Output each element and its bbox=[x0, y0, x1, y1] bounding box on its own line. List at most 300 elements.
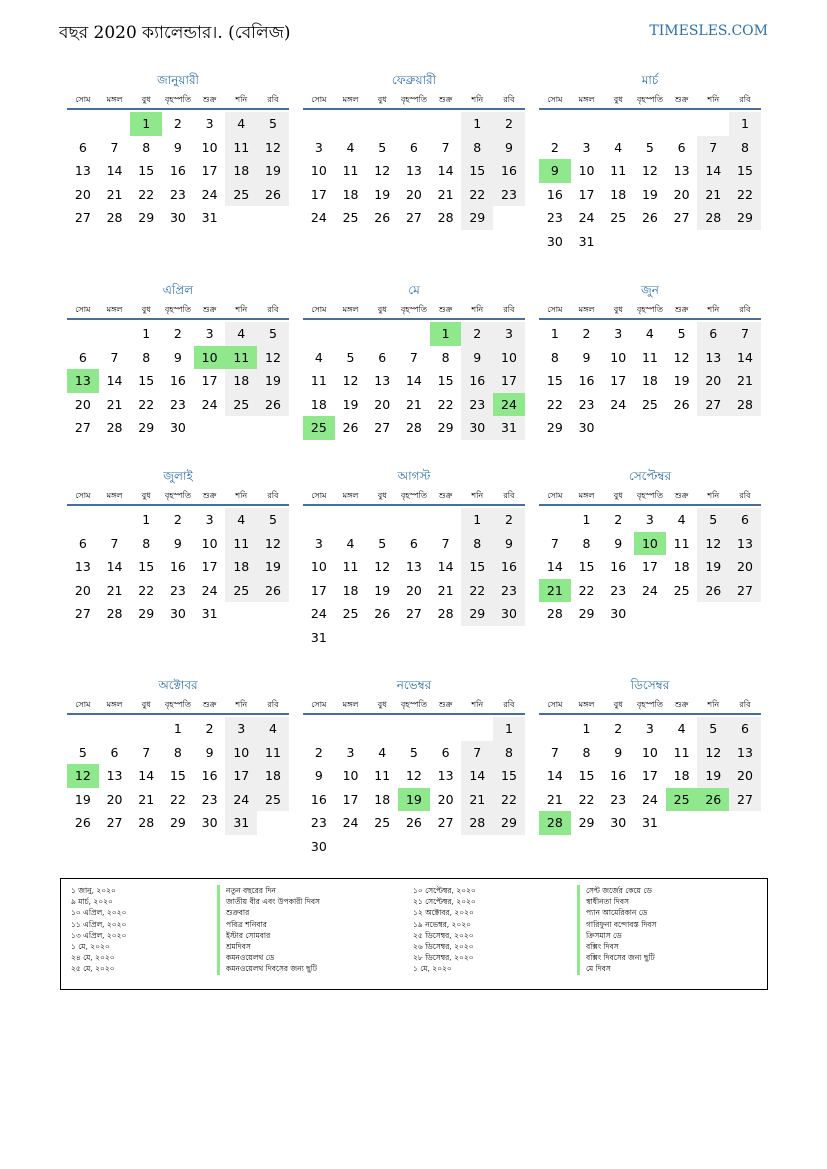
day-cell[interactable]: 12 bbox=[697, 741, 729, 765]
day-cell[interactable]: 24 bbox=[225, 788, 257, 812]
day-cell[interactable]: 19 bbox=[257, 555, 289, 579]
day-cell[interactable]: 19 bbox=[641, 186, 658, 202]
day-cell[interactable]: 15 bbox=[138, 559, 155, 574]
day-cell[interactable]: 29 bbox=[546, 420, 563, 435]
day-cell[interactable]: 24 bbox=[201, 396, 218, 412]
day-cell[interactable]: 28 bbox=[106, 210, 123, 225]
day-cell[interactable]: 27 bbox=[729, 788, 761, 812]
day-cell[interactable]: 23 bbox=[610, 582, 627, 598]
day-cell[interactable]: 6 bbox=[78, 535, 87, 551]
day-cell[interactable]: 6 bbox=[110, 744, 119, 760]
day-cell[interactable]: 4 bbox=[346, 535, 355, 551]
day-cell[interactable]: 16 bbox=[169, 163, 186, 178]
day-cell[interactable]: 4 bbox=[677, 512, 686, 527]
day-cell[interactable]: 8 bbox=[493, 741, 525, 765]
holiday-day-cell[interactable]: 12 bbox=[67, 764, 99, 788]
day-cell[interactable]: 7 bbox=[550, 535, 559, 551]
day-cell[interactable]: 6 bbox=[729, 508, 761, 532]
day-cell[interactable]: 24 bbox=[610, 396, 627, 412]
day-cell[interactable]: 21 bbox=[405, 396, 422, 412]
day-cell[interactable]: 31 bbox=[201, 210, 218, 225]
day-cell[interactable]: 17 bbox=[578, 186, 595, 202]
holiday-day-cell[interactable]: 9 bbox=[539, 159, 571, 183]
day-cell[interactable]: 24 bbox=[310, 210, 327, 225]
day-cell[interactable]: 22 bbox=[729, 183, 761, 207]
day-cell[interactable]: 26 bbox=[641, 210, 658, 225]
day-cell[interactable]: 29 bbox=[461, 206, 493, 230]
day-cell[interactable]: 6 bbox=[677, 139, 686, 155]
day-cell[interactable]: 6 bbox=[409, 535, 418, 551]
day-cell[interactable]: 11 bbox=[310, 373, 327, 388]
day-cell[interactable]: 9 bbox=[314, 768, 323, 783]
day-cell[interactable]: 24 bbox=[201, 582, 218, 598]
day-cell[interactable]: 20 bbox=[437, 791, 454, 807]
day-cell[interactable]: 12 bbox=[641, 163, 658, 178]
day-cell[interactable]: 15 bbox=[729, 159, 761, 183]
brand-link[interactable]: TIMESLES.COM bbox=[649, 23, 768, 39]
day-cell[interactable]: 24 bbox=[578, 210, 595, 225]
day-cell[interactable]: 2 bbox=[173, 512, 182, 527]
day-cell[interactable]: 2 bbox=[614, 721, 623, 736]
day-cell[interactable]: 30 bbox=[169, 606, 186, 621]
day-cell[interactable]: 6 bbox=[78, 349, 87, 365]
day-cell[interactable]: 9 bbox=[173, 139, 182, 155]
day-cell[interactable]: 31 bbox=[578, 233, 595, 249]
holiday-day-cell[interactable]: 1 bbox=[430, 322, 462, 346]
day-cell[interactable]: 4 bbox=[225, 322, 257, 346]
day-cell[interactable]: 3 bbox=[645, 721, 654, 736]
day-cell[interactable]: 29 bbox=[437, 420, 454, 435]
day-cell[interactable]: 29 bbox=[578, 606, 595, 621]
day-cell[interactable]: 9 bbox=[493, 136, 525, 160]
day-cell[interactable]: 3 bbox=[205, 326, 214, 341]
day-cell[interactable]: 24 bbox=[310, 606, 327, 621]
day-cell[interactable]: 13 bbox=[697, 346, 729, 370]
day-cell[interactable]: 17 bbox=[201, 373, 218, 388]
day-cell[interactable]: 22 bbox=[461, 579, 493, 603]
day-cell[interactable]: 1 bbox=[493, 717, 525, 741]
day-cell[interactable]: 2 bbox=[493, 112, 525, 136]
day-cell[interactable]: 8 bbox=[729, 136, 761, 160]
day-cell[interactable]: 31 bbox=[493, 416, 525, 440]
day-cell[interactable]: 22 bbox=[578, 791, 595, 807]
day-cell[interactable]: 26 bbox=[374, 210, 391, 225]
day-cell[interactable]: 25 bbox=[225, 579, 257, 603]
day-cell[interactable]: 13 bbox=[106, 768, 123, 783]
day-cell[interactable]: 30 bbox=[610, 815, 627, 830]
day-cell[interactable]: 28 bbox=[697, 206, 729, 230]
day-cell[interactable]: 2 bbox=[461, 322, 493, 346]
day-cell[interactable]: 20 bbox=[673, 186, 690, 202]
day-cell[interactable]: 14 bbox=[546, 559, 563, 574]
day-cell[interactable]: 20 bbox=[729, 764, 761, 788]
day-cell[interactable]: 4 bbox=[378, 744, 387, 760]
day-cell[interactable]: 8 bbox=[582, 535, 591, 551]
day-cell[interactable]: 2 bbox=[173, 326, 182, 341]
day-cell[interactable]: 6 bbox=[78, 139, 87, 155]
day-cell[interactable]: 17 bbox=[201, 163, 218, 178]
day-cell[interactable]: 17 bbox=[310, 582, 327, 598]
day-cell[interactable]: 18 bbox=[342, 582, 359, 598]
day-cell[interactable]: 15 bbox=[493, 764, 525, 788]
day-cell[interactable]: 12 bbox=[257, 532, 289, 556]
day-cell[interactable]: 13 bbox=[729, 741, 761, 765]
day-cell[interactable]: 16 bbox=[169, 559, 186, 574]
day-cell[interactable]: 30 bbox=[546, 233, 563, 249]
day-cell[interactable]: 27 bbox=[74, 420, 91, 435]
day-cell[interactable]: 8 bbox=[582, 744, 591, 760]
day-cell[interactable]: 13 bbox=[74, 163, 91, 178]
day-cell[interactable]: 23 bbox=[169, 582, 186, 598]
day-cell[interactable]: 1 bbox=[550, 326, 559, 341]
day-cell[interactable]: 27 bbox=[405, 210, 422, 225]
day-cell[interactable]: 10 bbox=[201, 139, 218, 155]
day-cell[interactable]: 2 bbox=[205, 721, 214, 736]
day-cell[interactable]: 28 bbox=[461, 811, 493, 835]
day-cell[interactable]: 4 bbox=[645, 326, 654, 341]
day-cell[interactable]: 28 bbox=[437, 210, 454, 225]
day-cell[interactable]: 3 bbox=[314, 535, 323, 551]
day-cell[interactable]: 20 bbox=[74, 186, 91, 202]
day-cell[interactable]: 23 bbox=[169, 396, 186, 412]
day-cell[interactable]: 23 bbox=[461, 393, 493, 417]
day-cell[interactable]: 21 bbox=[729, 369, 761, 393]
day-cell[interactable]: 7 bbox=[729, 322, 761, 346]
day-cell[interactable]: 12 bbox=[405, 768, 422, 783]
day-cell[interactable]: 31 bbox=[310, 629, 327, 645]
day-cell[interactable]: 24 bbox=[342, 815, 359, 830]
day-cell[interactable]: 4 bbox=[225, 508, 257, 532]
day-cell[interactable]: 20 bbox=[729, 555, 761, 579]
day-cell[interactable]: 5 bbox=[257, 322, 289, 346]
day-cell[interactable]: 25 bbox=[257, 788, 289, 812]
day-cell[interactable]: 18 bbox=[641, 373, 658, 388]
day-cell[interactable]: 5 bbox=[378, 535, 387, 551]
holiday-day-cell[interactable]: 11 bbox=[225, 346, 257, 370]
day-cell[interactable]: 19 bbox=[697, 764, 729, 788]
day-cell[interactable]: 10 bbox=[641, 744, 658, 760]
day-cell[interactable]: 20 bbox=[405, 186, 422, 202]
day-cell[interactable]: 30 bbox=[493, 602, 525, 626]
day-cell[interactable]: 19 bbox=[673, 373, 690, 388]
day-cell[interactable]: 30 bbox=[169, 210, 186, 225]
day-cell[interactable]: 14 bbox=[437, 163, 454, 178]
holiday-day-cell[interactable]: 21 bbox=[539, 579, 571, 603]
day-cell[interactable]: 16 bbox=[578, 373, 595, 388]
day-cell[interactable]: 29 bbox=[138, 210, 155, 225]
day-cell[interactable]: 21 bbox=[461, 788, 493, 812]
day-cell[interactable]: 9 bbox=[614, 744, 623, 760]
day-cell[interactable]: 1 bbox=[142, 326, 151, 341]
day-cell[interactable]: 8 bbox=[142, 535, 151, 551]
day-cell[interactable]: 15 bbox=[138, 373, 155, 388]
day-cell[interactable]: 17 bbox=[342, 791, 359, 807]
day-cell[interactable]: 16 bbox=[310, 791, 327, 807]
day-cell[interactable]: 8 bbox=[142, 349, 151, 365]
day-cell[interactable]: 25 bbox=[673, 582, 690, 598]
day-cell[interactable]: 7 bbox=[697, 136, 729, 160]
day-cell[interactable]: 6 bbox=[729, 717, 761, 741]
day-cell[interactable]: 4 bbox=[257, 717, 289, 741]
day-cell[interactable]: 15 bbox=[138, 163, 155, 178]
day-cell[interactable]: 5 bbox=[257, 508, 289, 532]
day-cell[interactable]: 29 bbox=[138, 606, 155, 621]
day-cell[interactable]: 30 bbox=[578, 420, 595, 435]
day-cell[interactable]: 16 bbox=[493, 159, 525, 183]
day-cell[interactable]: 22 bbox=[493, 788, 525, 812]
day-cell[interactable]: 18 bbox=[310, 396, 327, 412]
day-cell[interactable]: 7 bbox=[142, 744, 151, 760]
day-cell[interactable]: 11 bbox=[610, 163, 627, 178]
day-cell[interactable]: 18 bbox=[673, 768, 690, 783]
day-cell[interactable]: 24 bbox=[201, 186, 218, 202]
day-cell[interactable]: 3 bbox=[205, 116, 214, 131]
day-cell[interactable]: 6 bbox=[697, 322, 729, 346]
day-cell[interactable]: 11 bbox=[225, 532, 257, 556]
day-cell[interactable]: 11 bbox=[673, 744, 690, 760]
day-cell[interactable]: 7 bbox=[409, 349, 418, 365]
day-cell[interactable]: 14 bbox=[138, 768, 155, 783]
day-cell[interactable]: 1 bbox=[461, 112, 493, 136]
day-cell[interactable]: 10 bbox=[201, 535, 218, 551]
day-cell[interactable]: 14 bbox=[461, 764, 493, 788]
day-cell[interactable]: 27 bbox=[405, 606, 422, 621]
day-cell[interactable]: 12 bbox=[257, 136, 289, 160]
day-cell[interactable]: 23 bbox=[201, 791, 218, 807]
day-cell[interactable]: 17 bbox=[201, 559, 218, 574]
day-cell[interactable]: 30 bbox=[310, 838, 327, 854]
day-cell[interactable]: 16 bbox=[493, 555, 525, 579]
day-cell[interactable]: 20 bbox=[374, 396, 391, 412]
day-cell[interactable]: 11 bbox=[225, 136, 257, 160]
day-cell[interactable]: 27 bbox=[74, 606, 91, 621]
day-cell[interactable]: 6 bbox=[409, 139, 418, 155]
day-cell[interactable]: 9 bbox=[205, 744, 214, 760]
day-cell[interactable]: 5 bbox=[677, 326, 686, 341]
day-cell[interactable]: 2 bbox=[550, 139, 559, 155]
day-cell[interactable]: 8 bbox=[173, 744, 182, 760]
day-cell[interactable]: 18 bbox=[257, 764, 289, 788]
day-cell[interactable]: 3 bbox=[645, 512, 654, 527]
day-cell[interactable]: 21 bbox=[697, 183, 729, 207]
day-cell[interactable]: 26 bbox=[257, 393, 289, 417]
day-cell[interactable]: 22 bbox=[138, 186, 155, 202]
day-cell[interactable]: 6 bbox=[441, 744, 450, 760]
holiday-day-cell[interactable]: 26 bbox=[697, 788, 729, 812]
day-cell[interactable]: 15 bbox=[546, 373, 563, 388]
day-cell[interactable]: 11 bbox=[673, 535, 690, 551]
day-cell[interactable]: 1 bbox=[142, 512, 151, 527]
day-cell[interactable]: 13 bbox=[673, 163, 690, 178]
day-cell[interactable]: 29 bbox=[138, 420, 155, 435]
day-cell[interactable]: 22 bbox=[546, 396, 563, 412]
day-cell[interactable]: 19 bbox=[374, 186, 391, 202]
day-cell[interactable]: 27 bbox=[374, 420, 391, 435]
day-cell[interactable]: 5 bbox=[409, 744, 418, 760]
day-cell[interactable]: 26 bbox=[697, 579, 729, 603]
day-cell[interactable]: 3 bbox=[225, 717, 257, 741]
day-cell[interactable]: 31 bbox=[641, 815, 658, 830]
day-cell[interactable]: 25 bbox=[225, 393, 257, 417]
day-cell[interactable]: 30 bbox=[610, 606, 627, 621]
day-cell[interactable]: 12 bbox=[257, 346, 289, 370]
day-cell[interactable]: 4 bbox=[346, 139, 355, 155]
day-cell[interactable]: 2 bbox=[493, 508, 525, 532]
day-cell[interactable]: 21 bbox=[546, 791, 563, 807]
day-cell[interactable]: 14 bbox=[106, 373, 123, 388]
day-cell[interactable]: 29 bbox=[169, 815, 186, 830]
day-cell[interactable]: 15 bbox=[461, 159, 493, 183]
day-cell[interactable]: 4 bbox=[225, 112, 257, 136]
day-cell[interactable]: 22 bbox=[578, 582, 595, 598]
day-cell[interactable]: 17 bbox=[225, 764, 257, 788]
day-cell[interactable]: 10 bbox=[578, 163, 595, 178]
day-cell[interactable]: 15 bbox=[578, 559, 595, 574]
day-cell[interactable]: 30 bbox=[201, 815, 218, 830]
day-cell[interactable]: 9 bbox=[173, 535, 182, 551]
day-cell[interactable]: 27 bbox=[697, 393, 729, 417]
day-cell[interactable]: 23 bbox=[610, 791, 627, 807]
day-cell[interactable]: 28 bbox=[729, 393, 761, 417]
day-cell[interactable]: 8 bbox=[441, 349, 450, 365]
day-cell[interactable]: 9 bbox=[173, 349, 182, 365]
day-cell[interactable]: 29 bbox=[729, 206, 761, 230]
day-cell[interactable]: 29 bbox=[578, 815, 595, 830]
day-cell[interactable]: 19 bbox=[74, 791, 91, 807]
day-cell[interactable]: 31 bbox=[201, 606, 218, 621]
day-cell[interactable]: 16 bbox=[169, 373, 186, 388]
day-cell[interactable]: 21 bbox=[437, 582, 454, 598]
day-cell[interactable]: 4 bbox=[677, 721, 686, 736]
day-cell[interactable]: 21 bbox=[106, 396, 123, 412]
day-cell[interactable]: 3 bbox=[314, 139, 323, 155]
day-cell[interactable]: 3 bbox=[582, 139, 591, 155]
day-cell[interactable]: 3 bbox=[614, 326, 623, 341]
day-cell[interactable]: 8 bbox=[142, 139, 151, 155]
day-cell[interactable]: 21 bbox=[106, 582, 123, 598]
day-cell[interactable]: 26 bbox=[74, 815, 91, 830]
day-cell[interactable]: 10 bbox=[610, 349, 627, 365]
day-cell[interactable]: 7 bbox=[110, 349, 119, 365]
day-cell[interactable]: 18 bbox=[374, 791, 391, 807]
day-cell[interactable]: 2 bbox=[614, 512, 623, 527]
day-cell[interactable]: 17 bbox=[641, 559, 658, 574]
day-cell[interactable]: 13 bbox=[437, 768, 454, 783]
day-cell[interactable]: 1 bbox=[461, 508, 493, 532]
day-cell[interactable]: 30 bbox=[461, 416, 493, 440]
day-cell[interactable]: 12 bbox=[697, 532, 729, 556]
day-cell[interactable]: 28 bbox=[437, 606, 454, 621]
day-cell[interactable]: 22 bbox=[138, 582, 155, 598]
day-cell[interactable]: 13 bbox=[729, 532, 761, 556]
day-cell[interactable]: 19 bbox=[342, 396, 359, 412]
day-cell[interactable]: 16 bbox=[546, 186, 563, 202]
day-cell[interactable]: 19 bbox=[374, 582, 391, 598]
day-cell[interactable]: 15 bbox=[461, 555, 493, 579]
day-cell[interactable]: 12 bbox=[374, 559, 391, 574]
day-cell[interactable]: 18 bbox=[225, 159, 257, 183]
day-cell[interactable]: 5 bbox=[697, 717, 729, 741]
day-cell[interactable]: 23 bbox=[493, 579, 525, 603]
day-cell[interactable]: 18 bbox=[225, 555, 257, 579]
day-cell[interactable]: 28 bbox=[405, 420, 422, 435]
day-cell[interactable]: 3 bbox=[205, 512, 214, 527]
day-cell[interactable]: 22 bbox=[461, 183, 493, 207]
day-cell[interactable]: 26 bbox=[374, 606, 391, 621]
day-cell[interactable]: 5 bbox=[257, 112, 289, 136]
day-cell[interactable]: 5 bbox=[78, 744, 87, 760]
day-cell[interactable]: 14 bbox=[405, 373, 422, 388]
day-cell[interactable]: 11 bbox=[342, 559, 359, 574]
day-cell[interactable]: 17 bbox=[493, 369, 525, 393]
day-cell[interactable]: 16 bbox=[610, 768, 627, 783]
day-cell[interactable]: 25 bbox=[342, 210, 359, 225]
day-cell[interactable]: 11 bbox=[641, 349, 658, 365]
day-cell[interactable]: 18 bbox=[342, 186, 359, 202]
day-cell[interactable]: 22 bbox=[169, 791, 186, 807]
day-cell[interactable]: 24 bbox=[641, 582, 658, 598]
day-cell[interactable]: 20 bbox=[405, 582, 422, 598]
day-cell[interactable]: 22 bbox=[437, 396, 454, 412]
day-cell[interactable]: 17 bbox=[641, 768, 658, 783]
day-cell[interactable]: 30 bbox=[169, 420, 186, 435]
day-cell[interactable]: 12 bbox=[342, 373, 359, 388]
day-cell[interactable]: 18 bbox=[225, 369, 257, 393]
day-cell[interactable]: 27 bbox=[437, 815, 454, 830]
day-cell[interactable]: 7 bbox=[110, 139, 119, 155]
day-cell[interactable]: 29 bbox=[461, 602, 493, 626]
day-cell[interactable]: 5 bbox=[645, 139, 654, 155]
day-cell[interactable]: 1 bbox=[582, 721, 591, 736]
day-cell[interactable]: 17 bbox=[310, 186, 327, 202]
day-cell[interactable]: 10 bbox=[342, 768, 359, 783]
day-cell[interactable]: 21 bbox=[437, 186, 454, 202]
day-cell[interactable]: 26 bbox=[405, 815, 422, 830]
day-cell[interactable]: 25 bbox=[374, 815, 391, 830]
day-cell[interactable]: 12 bbox=[374, 163, 391, 178]
day-cell[interactable]: 7 bbox=[550, 744, 559, 760]
day-cell[interactable]: 7 bbox=[461, 741, 493, 765]
day-cell[interactable]: 20 bbox=[74, 396, 91, 412]
holiday-day-cell[interactable]: 28 bbox=[539, 811, 571, 835]
day-cell[interactable]: 6 bbox=[378, 349, 387, 365]
day-cell[interactable]: 20 bbox=[697, 369, 729, 393]
day-cell[interactable]: 16 bbox=[201, 768, 218, 783]
day-cell[interactable]: 25 bbox=[225, 183, 257, 207]
day-cell[interactable]: 15 bbox=[169, 768, 186, 783]
day-cell[interactable]: 14 bbox=[729, 346, 761, 370]
day-cell[interactable]: 25 bbox=[342, 606, 359, 621]
day-cell[interactable]: 5 bbox=[697, 508, 729, 532]
day-cell[interactable]: 3 bbox=[493, 322, 525, 346]
holiday-day-cell[interactable]: 19 bbox=[398, 788, 430, 812]
day-cell[interactable]: 22 bbox=[138, 396, 155, 412]
day-cell[interactable]: 8 bbox=[461, 532, 493, 556]
day-cell[interactable]: 9 bbox=[493, 532, 525, 556]
day-cell[interactable]: 5 bbox=[378, 139, 387, 155]
day-cell[interactable]: 28 bbox=[106, 606, 123, 621]
day-cell[interactable]: 25 bbox=[610, 210, 627, 225]
day-cell[interactable]: 28 bbox=[106, 420, 123, 435]
day-cell[interactable]: 23 bbox=[310, 815, 327, 830]
day-cell[interactable]: 23 bbox=[169, 186, 186, 202]
holiday-day-cell[interactable]: 10 bbox=[634, 532, 666, 556]
day-cell[interactable]: 8 bbox=[461, 136, 493, 160]
day-cell[interactable]: 9 bbox=[461, 346, 493, 370]
day-cell[interactable]: 14 bbox=[697, 159, 729, 183]
day-cell[interactable]: 7 bbox=[110, 535, 119, 551]
holiday-day-cell[interactable]: 24 bbox=[493, 393, 525, 417]
